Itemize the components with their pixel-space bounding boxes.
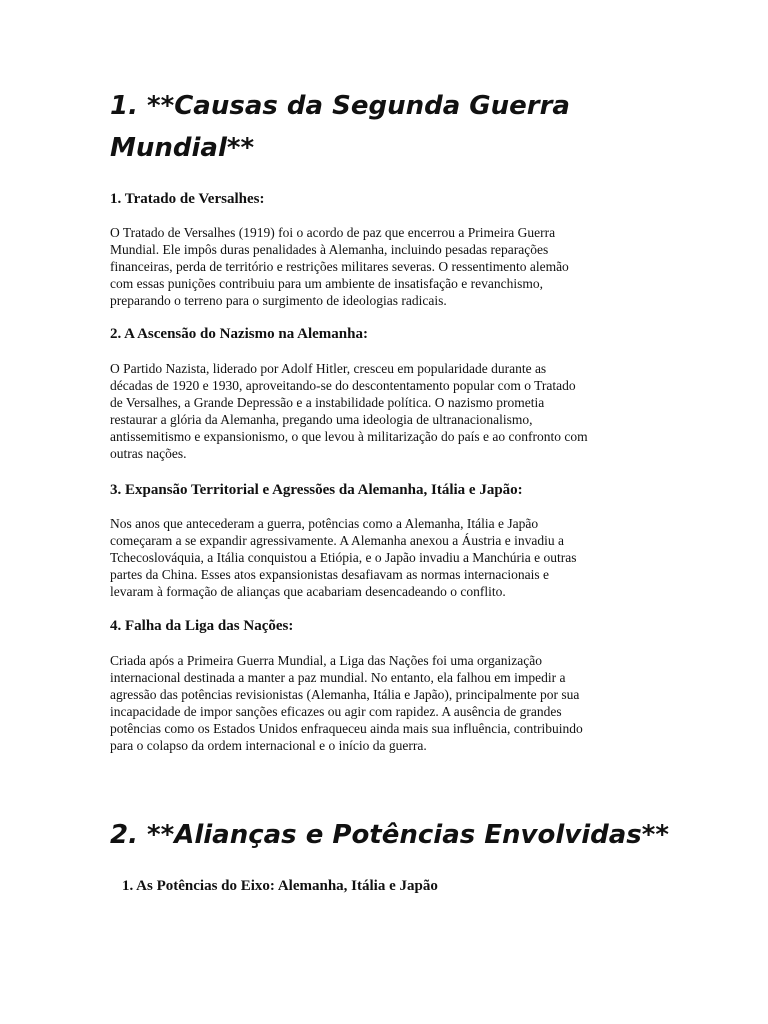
paragraph-nazismo [110,360,670,462]
paragraph-line: Criada após a Primeira Guerra Mundial, a Liga das Nações foi uma organização [110,653,542,668]
subsection-heading-tratado: 1. Tratado de Versalhes: [110,191,265,207]
paragraph-liga [110,652,670,754]
subsection-heading-liga: 4. Falha da Liga das Nações: [110,618,294,634]
paragraph-line: começaram a se expandir agressivamente. A Alemanha anexou a Áustria e invadiu a [110,533,564,548]
paragraph-line: para o colapso da ordem internacional e o início da guerra. [110,738,427,753]
paragraph-tratado [110,224,670,309]
section-2-title: 2. **Alianças e Potências Envolvidas** [110,820,669,850]
subsection-heading-eixo: 1. As Potências do Eixo: Alemanha, Itália e Japão [122,878,438,894]
paragraph-line: levaram à formação de alianças que acabariam desencadeando o conflito. [110,584,506,599]
paragraph-line: restaurar a glória da Alemanha, pregando uma ideologia de ultranacionalismo, [110,412,533,427]
paragraph-line: internacional destinada a manter a paz mundial. No entanto, ela falhou em impedir a [110,670,566,685]
paragraph-line: O Partido Nazista, liderado por Adolf Hitler, cresceu em popularidade durante as [110,361,547,376]
paragraph-line: financeiras, perda de território e restrições militares severas. O ressentimento alemão [110,259,569,274]
paragraph-line: outras nações. [110,446,187,461]
paragraph-line: preparando o terreno para o surgimento de ideologias radicais. [110,293,447,308]
paragraph-line: agressão das potências revisionistas (Alemanha, Itália e Japão), principalmente por sua [110,687,580,702]
paragraph-line: Mundial. Ele impôs duras penalidades à Alemanha, incluindo pesadas reparações [110,242,549,257]
paragraph-line: O Tratado de Versalhes (1919) foi o acordo de paz que encerrou a Primeira Guerra [110,225,556,240]
section-1-title-line-2: Mundial** [110,133,255,163]
paragraph-line: Tchecoslováquia, a Itália conquistou a Etiópia, e o Japão invadiu a Manchúria e outras [110,550,577,565]
subsection-heading-nazismo: 2. A Ascensão do Nazismo na Alemanha: [110,326,368,342]
paragraph-line: com essas punições contribuiu para um ambiente de insatisfação e revanchismo, [110,276,543,291]
paragraph-line: incapacidade de impor sanções eficazes ou agir com rapidez. A ausência de grandes [110,704,562,719]
paragraph-line: décadas de 1920 e 1930, aproveitando-se do descontentamento popular com o Tratado [110,378,576,393]
paragraph-expansao [110,515,670,600]
paragraph-line: partes da China. Esses atos expansionistas desafiavam as normas internacionais e [110,567,550,582]
paragraph-line: antissemitismo e expansionismo, o que levou à militarização do país e ao confronto com [110,429,588,444]
subsection-heading-expansao: 3. Expansão Territorial e Agressões da Alemanha, Itália e Japão: [110,482,523,498]
paragraph-line: de Versalhes, a Grande Depressão e a instabilidade política. O nazismo prometia [110,395,545,410]
paragraph-line: Nos anos que antecederam a guerra, potências como a Alemanha, Itália e Japão [110,516,539,531]
section-1-title-line-1: 1. **Causas da Segunda Guerra [110,91,570,121]
paragraph-line: potências como os Estados Unidos enfraqueceu ainda mais sua influência, contribuindo [110,721,583,736]
